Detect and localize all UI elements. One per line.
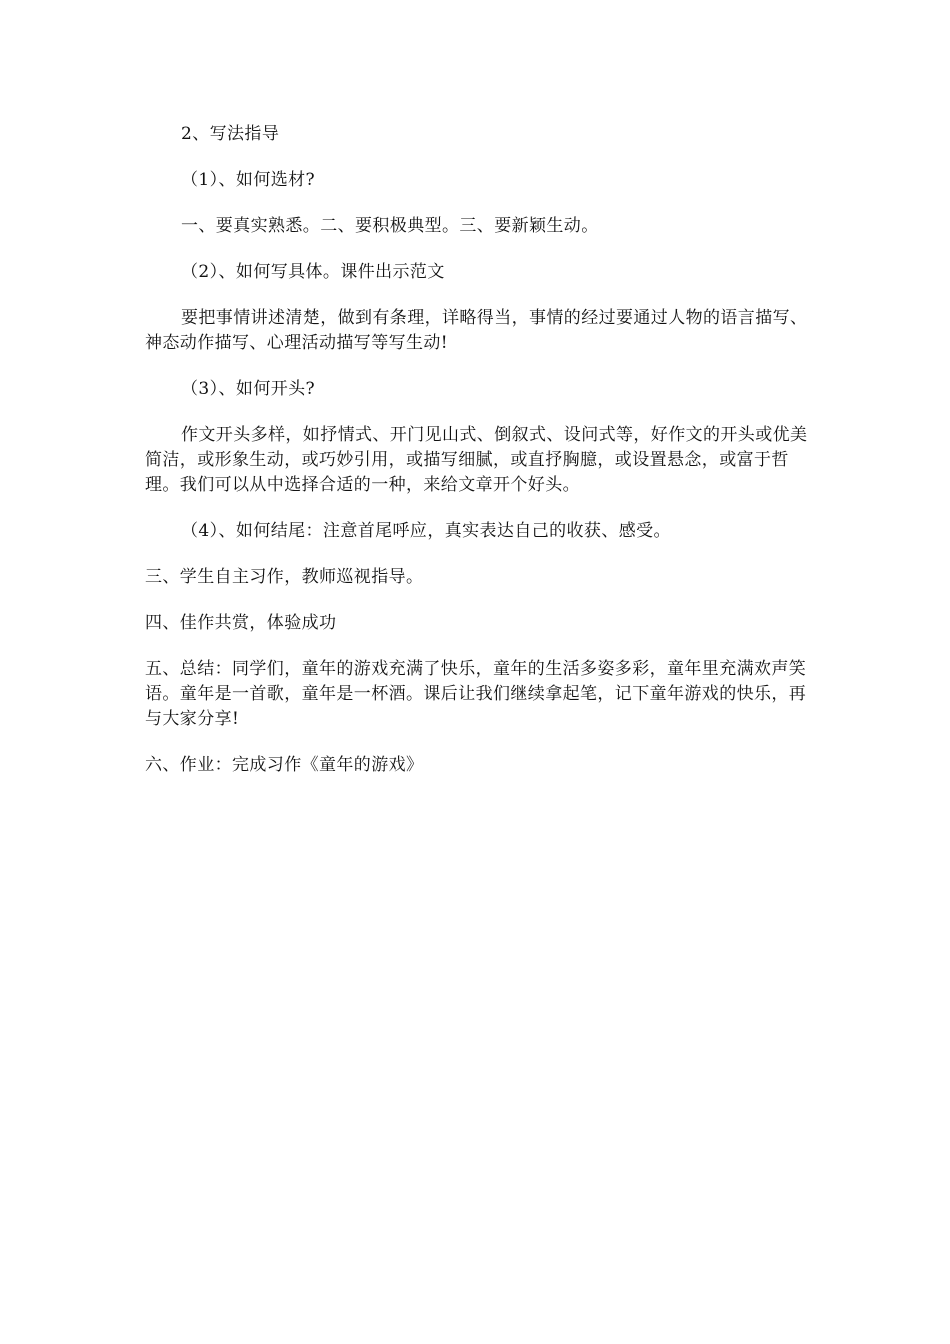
section-heading-writing-guidance: 2、写法指导 (181, 124, 280, 144)
subheading-material-selection: （1）、如何选材? (181, 170, 316, 190)
section-homework: 六、作业：完成习作《童年的游戏》 (145, 755, 424, 775)
subheading-write-concretely: （2）、如何写具体。课件出示范文 (181, 262, 445, 282)
document-body (145, 122, 810, 799)
subheading-opening: （3）、如何开头? (181, 379, 316, 399)
paragraph-selection-principles: 一、要真实熟悉。二、要积极典型。三、要新颖生动。 (181, 216, 599, 236)
section-summary: 五、总结：同学们，童年的游戏充满了快乐，童年的生活多姿多彩，童年里充满欢声笑语。童年是一首歌，童年是一杯酒。课后让我们继续拿起笔，记下童年游戏的快乐，再与大家分享! (145, 659, 807, 729)
section-independent-writing: 三、学生自主习作，教师巡视指导。 (145, 567, 424, 587)
paragraph-narration-advice: 要把事情讲述清楚，做到有条理，详略得当，事情的经过要通过人物的语言描写、神态动作描写、心理活动描写等写生动! (145, 308, 808, 353)
section-appreciation: 四、佳作共赏，体验成功 (145, 613, 337, 633)
paragraph-opening-styles: 作文开头多样，如抒情式、开门见山式、倒叙式、设问式等，好作文的开头或优美简洁，或形象生动，或巧妙引用，或描写细腻，或直抒胸臆，或设置悬念，或富于哲理。我们可以从中选择合适的一种，来给文章开个好头。 (145, 425, 808, 495)
subheading-ending: （4）、如何结尾：注意首尾呼应，真实表达自己的收获、感受。 (181, 521, 671, 541)
